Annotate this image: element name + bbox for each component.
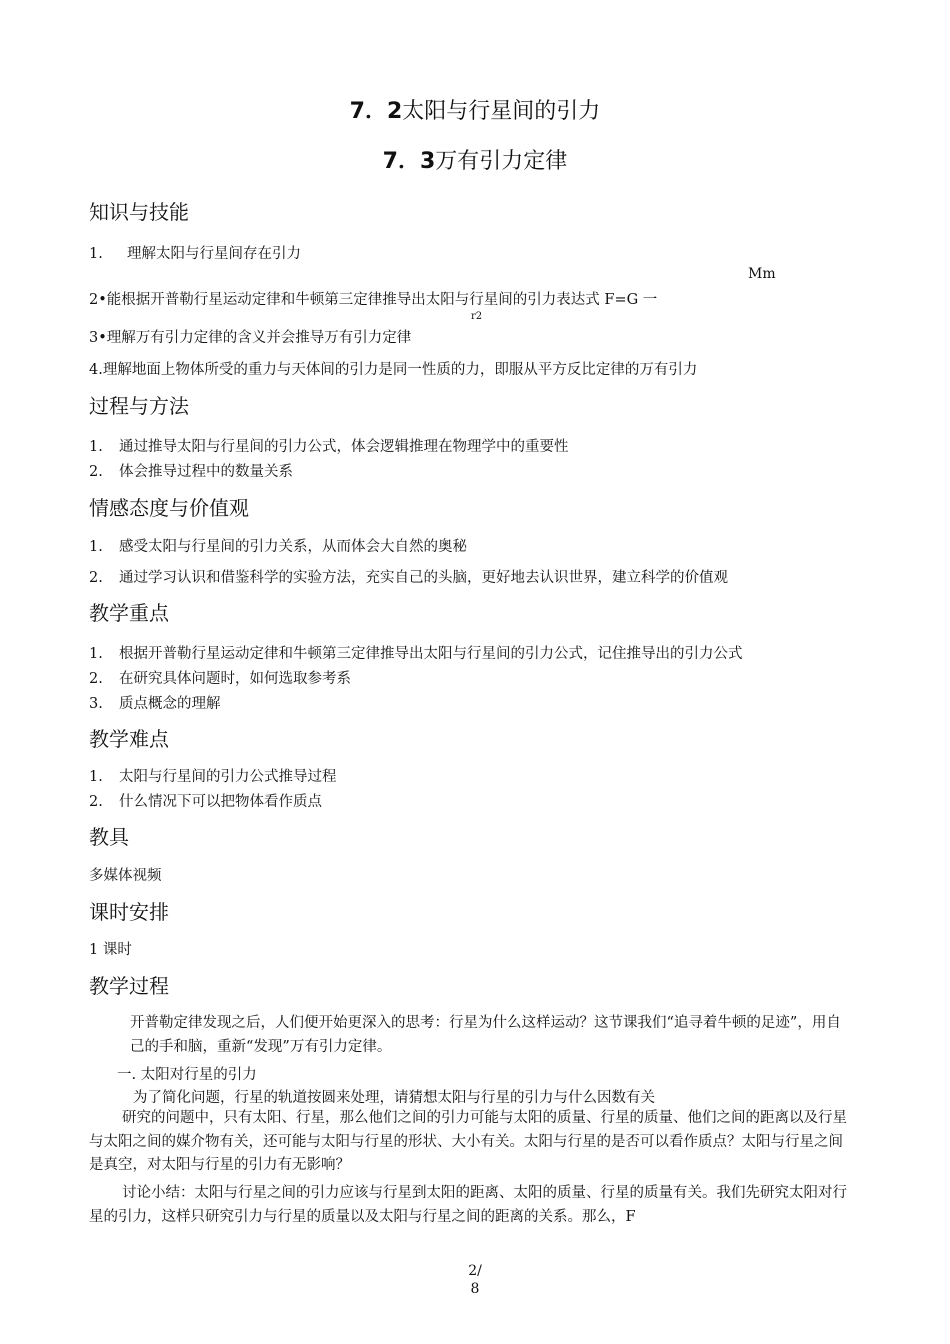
heading-process: 过程与方法 bbox=[89, 394, 189, 418]
difficult-item-2 bbox=[89, 790, 322, 811]
item-text: 通过学习认识和借鉴科学的实验方法，充实自己的头脑，更好地去认识世界，建立科学的价值观 bbox=[119, 570, 728, 586]
knowledge-item-2: 2•能根据开普勒行星运动定律和牛顿第三定律推导出太阳与行星间的引力表达式 F=G 一 bbox=[89, 292, 658, 308]
heading-knowledge: 知识与技能 bbox=[89, 200, 189, 224]
item-number: 1. bbox=[89, 539, 103, 555]
process-item-2 bbox=[89, 460, 293, 481]
title-1-number: 7．2 bbox=[349, 99, 403, 124]
knowledge-item-3: 3•理解万有引力定律的含义并会推导万有引力定律 bbox=[89, 330, 412, 346]
heading-tools: 教具 bbox=[89, 825, 129, 849]
title-2-number: 7．3 bbox=[382, 149, 436, 174]
item-text: 感受太阳与行星间的引力关系，从而体会大自然的奥秘 bbox=[119, 539, 467, 555]
teaching-intro: 开普勒定律发现之后，人们便开始更深入的思考：行星为什么这样运动？这节课我们“追寻着牛顿的足迹”，用自己的手和脑，重新“发现”万有引力定律。 bbox=[130, 1015, 841, 1055]
title-2-text: 万有引力定律 bbox=[435, 149, 568, 174]
item-text: 体会推导过程中的数量关系 bbox=[119, 464, 293, 480]
formula-numerator: Mm bbox=[748, 266, 776, 282]
item-number: 2. bbox=[89, 570, 103, 586]
tools-text: 多媒体视频 bbox=[89, 868, 162, 884]
item-number: 1. bbox=[89, 646, 103, 662]
knowledge-item-4: 4.理解地面上物体所受的重力与天体间的引力是同一性质的力，即服从平方反比定律的万有引力 bbox=[89, 362, 698, 378]
emotion-item-1 bbox=[89, 535, 467, 556]
title-line-1 bbox=[0, 94, 950, 125]
heading-schedule: 课时安排 bbox=[89, 900, 169, 924]
teaching-subheading-1: 一. 太阳对行星的引力 bbox=[117, 1067, 257, 1083]
key-item-3 bbox=[89, 692, 221, 713]
title-1-text: 太阳与行星间的引力 bbox=[402, 99, 601, 124]
heading-emotion: 情感态度与价值观 bbox=[89, 496, 249, 520]
heading-teaching-process: 教学过程 bbox=[89, 974, 169, 998]
emotion-item-2 bbox=[89, 566, 728, 587]
item-text: 什么情况下可以把物体看作质点 bbox=[119, 794, 322, 810]
item-number: 1. bbox=[89, 246, 103, 262]
heading-key-points: 教学重点 bbox=[89, 601, 169, 625]
item-text: 在研究具体问题时，如何选取参考系 bbox=[119, 671, 351, 687]
item-number: 1. bbox=[89, 439, 103, 455]
formula-denominator: r2 bbox=[471, 311, 483, 322]
heading-difficulties: 教学难点 bbox=[89, 727, 169, 751]
teaching-paragraph-2: 讨论小结：太阳与行星之间的引力应该与行星到太阳的距离、太阳的质量、行星的质量有关。我们先研究太阳对行星的引力，这样只研究引力与行星的质量以及太阳与行星之间的距离的关系。那么，F bbox=[89, 1185, 847, 1225]
item-number: 2. bbox=[89, 794, 103, 810]
key-item-1 bbox=[89, 642, 743, 663]
key-item-2 bbox=[89, 667, 351, 688]
page-number-current: 2/ bbox=[468, 1263, 482, 1279]
item-text: 通过推导太阳与行星间的引力公式，体会逻辑推理在物理学中的重要性 bbox=[119, 439, 569, 455]
teaching-line-1: 为了简化问题，行星的轨道按圆来处理，请猜想太阳与行星的引力与什么因数有关 bbox=[133, 1090, 655, 1106]
item-number: 2. bbox=[89, 671, 103, 687]
difficult-item-1 bbox=[89, 765, 337, 786]
page-number bbox=[0, 1262, 950, 1298]
item-number: 3. bbox=[89, 696, 103, 712]
item-text: 太阳与行星间的引力公式推导过程 bbox=[119, 769, 337, 785]
item-text: 质点概念的理解 bbox=[119, 696, 221, 712]
teaching-paragraph-1: 研究的问题中，只有太阳、行星，那么他们之间的引力可能与太阳的质量、行星的质量、他们之间的距离以及行星与太阳之间的媒介物有关，还可能与太阳与行星的形状、大小有关。太阳与行星的是否可以看作质点？太阳与行星之间是真空，对太阳与行星的引力有无影响？ bbox=[89, 1110, 847, 1173]
item-number: 1. bbox=[89, 769, 103, 785]
item-number: 2. bbox=[89, 464, 103, 480]
knowledge-item-1 bbox=[89, 242, 301, 263]
page-number-total: 8 bbox=[470, 1281, 480, 1297]
item-text: 根据开普勒行星运动定律和牛顿第三定律推导出太阳与行星间的引力公式，记住推导出的引力公式 bbox=[119, 646, 743, 662]
schedule-text: 1 课时 bbox=[89, 942, 132, 958]
title-line-2 bbox=[0, 144, 950, 175]
item-text: 理解太阳与行星间存在引力 bbox=[127, 246, 301, 262]
process-item-1 bbox=[89, 435, 569, 456]
